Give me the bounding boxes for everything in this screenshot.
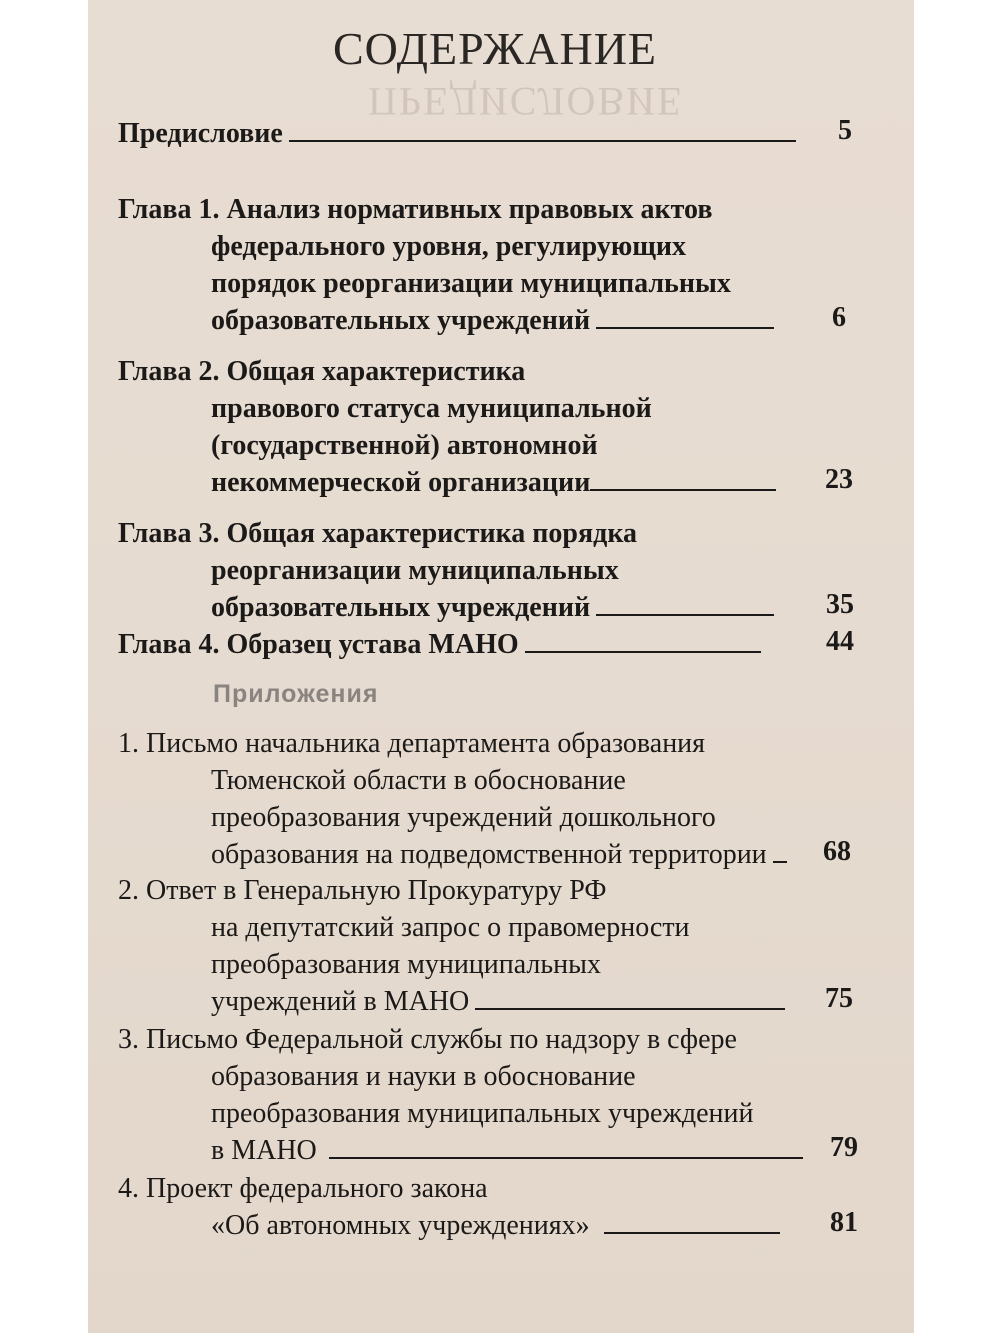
toc-entry-chapter-4[interactable] bbox=[118, 626, 767, 663]
toc-line: 3. Письмо Федеральной службы по надзору в сфере bbox=[118, 1024, 737, 1055]
leader-line bbox=[475, 986, 785, 1010]
toc-line: 4. Проект федерального закона bbox=[118, 1173, 488, 1204]
toc-page-number: 23 bbox=[825, 464, 853, 495]
toc-line: образования на подведомственной территории bbox=[211, 839, 767, 870]
toc-entry-appendix-4[interactable] bbox=[118, 1170, 786, 1244]
toc-line: Глава 1. Анализ нормативных правовых актов bbox=[118, 194, 713, 225]
toc-line: преобразования муниципальных учреждений bbox=[211, 1098, 754, 1129]
leader-line bbox=[525, 629, 761, 653]
toc-page-number: 68 bbox=[823, 836, 851, 867]
leader-line bbox=[604, 1210, 780, 1234]
toc-line: Глава 4. Образец устава МАНО bbox=[118, 629, 519, 660]
leader-line bbox=[329, 1135, 803, 1159]
toc-line: 1. Письмо начальника департамента образования bbox=[118, 728, 706, 759]
toc-line: образовательных учреждений bbox=[211, 305, 591, 336]
toc-line: учреждений в МАНО bbox=[211, 986, 470, 1017]
toc-line: Глава 3. Общая характеристика порядка bbox=[118, 518, 638, 549]
toc-line: 2. Ответ в Генеральную Прокуратуру РФ bbox=[118, 875, 607, 906]
leader-line bbox=[289, 118, 796, 142]
toc-line: Тюменской области в обоснование bbox=[211, 765, 626, 796]
toc-line: правового статуса муниципальной bbox=[211, 393, 652, 424]
toc-line: преобразования учреждений дошкольного bbox=[211, 802, 716, 833]
toc-entry-chapter-3[interactable] bbox=[118, 515, 780, 626]
toc-line: образования и науки в обоснование bbox=[211, 1061, 636, 1092]
toc-page-number: 5 bbox=[838, 115, 852, 146]
toc-line: в МАНО bbox=[211, 1135, 317, 1166]
leader-line bbox=[596, 305, 774, 329]
toc-line: реорганизации муниципальных bbox=[211, 555, 619, 586]
toc-line: некоммерческой организации bbox=[211, 467, 591, 498]
toc-entry-appendix-3[interactable] bbox=[118, 1021, 809, 1169]
leader-line bbox=[590, 467, 776, 491]
toc-line: Глава 2. Общая характеристика bbox=[118, 356, 526, 387]
toc-page-number: 75 bbox=[825, 983, 853, 1014]
toc-page-number: 79 bbox=[830, 1132, 858, 1163]
toc-line: «Об автономных учреждениях» bbox=[211, 1210, 590, 1241]
toc-page-number: 6 bbox=[832, 302, 846, 333]
bleed-through-text: ПРЕДИСЛОВИЕ bbox=[368, 79, 684, 124]
leader-line bbox=[773, 839, 787, 863]
toc-page-number: 35 bbox=[826, 589, 854, 620]
toc-line: (государственной) автономной bbox=[211, 430, 598, 461]
toc-entry-chapter-1[interactable] bbox=[118, 191, 780, 339]
toc-line: на депутатский запрос о правомерности bbox=[211, 912, 690, 943]
appendix-heading: Приложения bbox=[213, 680, 379, 708]
leader-line bbox=[596, 592, 774, 616]
toc-line: порядок реорганизации муниципальных bbox=[211, 268, 731, 299]
toc-entry-preface[interactable] bbox=[118, 115, 802, 152]
toc-line: федерального уровня, регулирующих bbox=[211, 231, 687, 262]
toc-line: преобразования муниципальных bbox=[211, 949, 601, 980]
toc-entry-chapter-2[interactable] bbox=[118, 353, 782, 501]
toc-line: образовательных учреждений bbox=[211, 592, 591, 623]
toc-entry-label: Предисловие bbox=[118, 118, 283, 149]
toc-page-number: 44 bbox=[826, 626, 854, 657]
toc-page-number: 81 bbox=[830, 1207, 858, 1238]
page-title: СОДЕРЖАНИЕ bbox=[332, 23, 658, 74]
toc-entry-appendix-2[interactable] bbox=[118, 872, 791, 1020]
toc-entry-appendix-1[interactable] bbox=[118, 725, 793, 873]
